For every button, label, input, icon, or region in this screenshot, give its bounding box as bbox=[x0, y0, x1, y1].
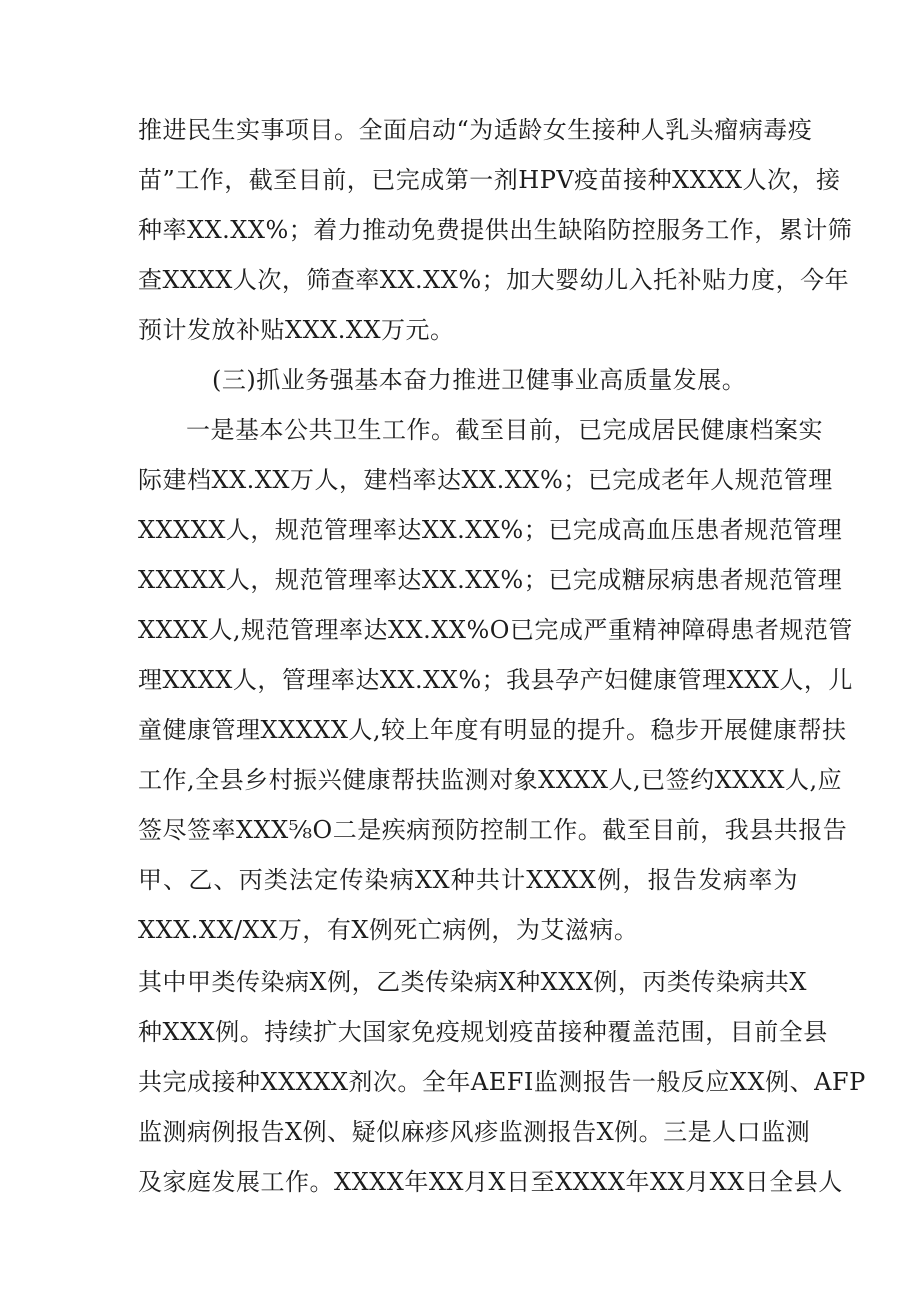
body-text-line: XXXXX人，规范管理率达XX.XX%；已完成糖尿病患者规范管理 bbox=[138, 566, 843, 594]
body-text-line: XXXXX人，规范管理率达XX.XX%；已完成高血压患者规范管理 bbox=[138, 516, 843, 544]
body-text-line: 工作,全县乡村振兴健康帮扶监测对象XXXX人,已签约XXXX人,应 bbox=[138, 766, 843, 794]
body-text-line: 及家庭发展工作。XXXX年XX月X日至XXXX年XX月XX日全县人 bbox=[138, 1168, 843, 1196]
body-text-line: XXX.XX/XX万，有X例死亡病例，为艾滋病。 bbox=[138, 916, 639, 944]
body-text-line: 一是基本公共卫生工作。截至目前，已完成居民健康档案实 bbox=[186, 416, 823, 444]
body-text-line: 理XXXX人，管理率达XX.XX%；我县孕产妇健康管理XXX人，儿 bbox=[138, 666, 853, 694]
body-text-line: 推进民生实事项目。全面启动“为适龄女生接种人乳头瘤病毒疫 bbox=[138, 116, 813, 144]
body-text-line: 监测病例报告X例、疑似麻疹风疹监测报告X例。三是人口监测 bbox=[138, 1118, 811, 1146]
body-text-line: 查XXXX人次，筛查率XX.XX%；加大婴幼儿入托补贴力度，今年 bbox=[138, 266, 850, 294]
body-text-line: 其中甲类传染病X例，乙类传染病X种XXX例，丙类传染病共X bbox=[138, 968, 808, 996]
body-text-line: 甲、乙、丙类法定传染病XX种共计XXXX例，报告发病率为 bbox=[138, 866, 798, 894]
body-text-line: 苗”工作，截至目前，已完成第一剂HPV疫苗接种XXXX人次，接 bbox=[138, 166, 841, 194]
body-text-line: 预计发放补贴XXX.XX万元。 bbox=[138, 316, 455, 344]
body-text-line: XXXX人,规范管理率达XX.XX%O已完成严重精神障碍患者规范管 bbox=[138, 616, 853, 644]
body-text-line: 种率XX.XX%；着力推动免费提供出生缺陷防控服务工作，累计筛 bbox=[138, 216, 853, 244]
section-heading: (三)抓业务强基本奋力推进卫健事业高质量发展。 bbox=[212, 366, 747, 394]
body-text-line: 童健康管理XXXXX人,较上年度有明显的提升。稳步开展健康帮扶 bbox=[138, 716, 847, 744]
body-text-line: 签尽签率XXX⅝O二是疾病预防控制工作。截至目前，我县共报告 bbox=[138, 816, 848, 844]
body-text-line: 际建档XX.XX万人，建档率达XX.XX%；已完成老年人规范管理 bbox=[138, 466, 833, 494]
body-text-line: 共完成接种XXXXX剂次。全年AEFI监测报告一般反应XX例、AFP bbox=[138, 1068, 866, 1096]
body-text-line: 种XXX例。持续扩大国家免疫规划疫苗接种覆盖范围，目前全县 bbox=[138, 1018, 828, 1046]
